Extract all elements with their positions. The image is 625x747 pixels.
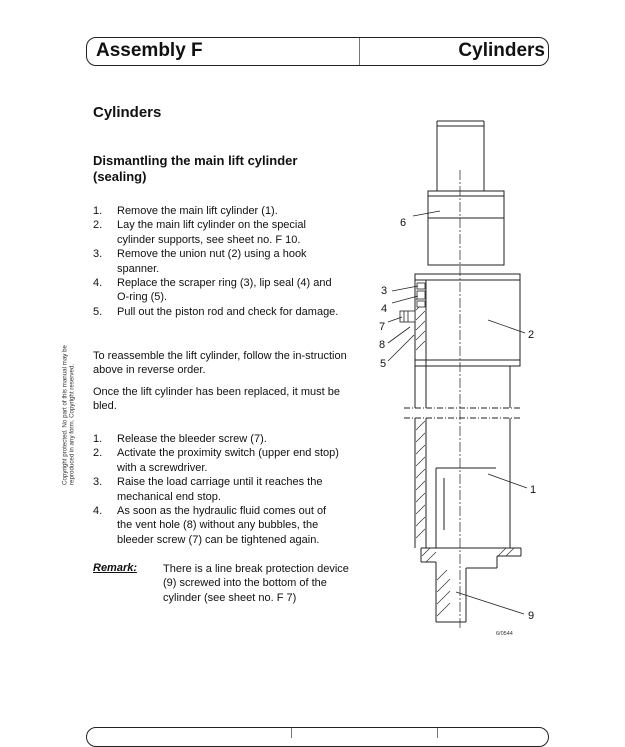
callout-2: 2 — [528, 329, 535, 341]
subsection-title: Dismantling the main lift cylinder (sealing) — [93, 153, 298, 184]
callout-1: 1 — [530, 484, 537, 496]
footer-divider — [437, 728, 438, 738]
section-title: Cylinders — [93, 104, 162, 121]
dismantling-steps-list — [93, 204, 343, 319]
footer-divider — [291, 728, 292, 738]
callout-3: 3 — [381, 285, 388, 297]
list-item: 5. Pull out the piston rod and check for damage. — [93, 305, 339, 318]
list-item: 4. Replace the scraper ring (3), lip seal (4) and O-ring (5). — [93, 277, 332, 304]
callout-9: 9 — [528, 610, 535, 622]
bleeding-steps-list — [93, 432, 343, 547]
callout-4: 4 — [381, 303, 388, 315]
figure-code: 6/0544 — [496, 631, 513, 637]
list-item: 1. Remove the main lift cylinder (1). — [93, 205, 278, 217]
cylinder-cross-section-drawing — [360, 110, 560, 630]
list-item: 3. Raise the load carriage until it reaches the mechanical end stop. — [93, 476, 323, 503]
callout-8: 8 — [379, 339, 386, 351]
list-item: 1. Release the bleeder screw (7). — [93, 433, 267, 445]
remark-label: Remark: — [93, 562, 138, 574]
callout-6: 6 — [400, 217, 407, 229]
header-section-title: Cylinders — [458, 40, 545, 61]
list-item: 2. Lay the main lift cylinder on the special cylinder supports, see sheet no. F 10. — [93, 219, 306, 246]
list-item: 3. Remove the union nut (2) using a hook spanner. — [93, 248, 307, 275]
list-item: 4. As soon as the hydraulic fluid comes out of the vent hole (8) without any bubbles, the bleeder screw (7) can be tightened again. — [93, 505, 327, 546]
header-divider — [359, 38, 360, 65]
callout-5: 5 — [380, 358, 387, 370]
header-assembly-title: Assembly F — [96, 40, 203, 61]
reassemble-paragraph: To reassemble the lift cylinder, follow the in-struction above in reverse order. — [93, 350, 347, 377]
bleed-paragraph: Once the lift cylinder has been replaced, it must be bled. — [93, 386, 341, 413]
callout-7: 7 — [379, 321, 386, 333]
copyright-notice: Copyright protected. No part of this manual may be reproduced in any form. Copyright reserved. — [61, 345, 76, 485]
page-footer — [86, 727, 549, 747]
list-item: 2. Activate the proximity switch (upper end stop) with a screwdriver. — [93, 447, 339, 474]
remark-text: There is a line break protection device (9) screwed into the bottom of the cylinder (see sheet no. F 7) — [163, 563, 349, 604]
